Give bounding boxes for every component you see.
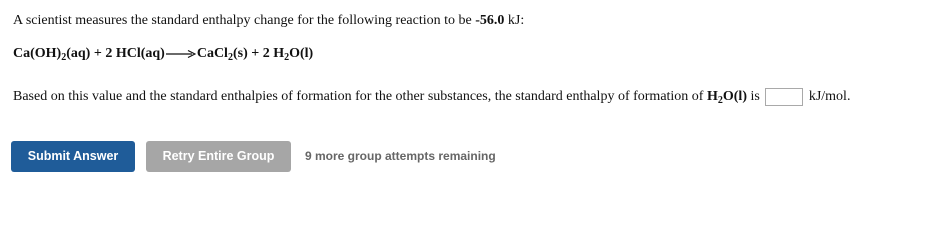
chemical-equation — [13, 45, 313, 63]
reaction-arrow-icon — [166, 49, 196, 59]
answer-unit: kJ/mol. — [808, 89, 851, 104]
submit-answer-button[interactable]: Submit Answer — [11, 141, 135, 172]
enthalpy-value: -56.0 — [475, 13, 505, 28]
retry-entire-group-button[interactable]: Retry Entire Group — [146, 141, 291, 172]
statement-text: A scientist measures the standard enthalpy change for the following reaction to be — [13, 13, 476, 28]
reactant-2: + 2 HCl(aq) — [90, 46, 165, 61]
question-body: Based on this value and the standard enthalpies of formation for the other substances, the standard enthalpy of formation of — [13, 89, 707, 104]
water-formula: $H_2O(l)$ — [706, 89, 747, 106]
question-text — [13, 87, 850, 107]
question-is: is — [746, 89, 760, 104]
problem-statement — [13, 12, 524, 30]
attempts-remaining-status: 9 more group attempts remaining — [305, 149, 496, 163]
reactant-1: $Ca(OH)_2(aq)$ — [13, 46, 91, 63]
statement-unit: kJ: — [504, 13, 525, 28]
products: CaCl$_2$(s) + 2 $H_2O(l)$ — [196, 46, 314, 63]
answer-input[interactable] — [765, 88, 803, 106]
